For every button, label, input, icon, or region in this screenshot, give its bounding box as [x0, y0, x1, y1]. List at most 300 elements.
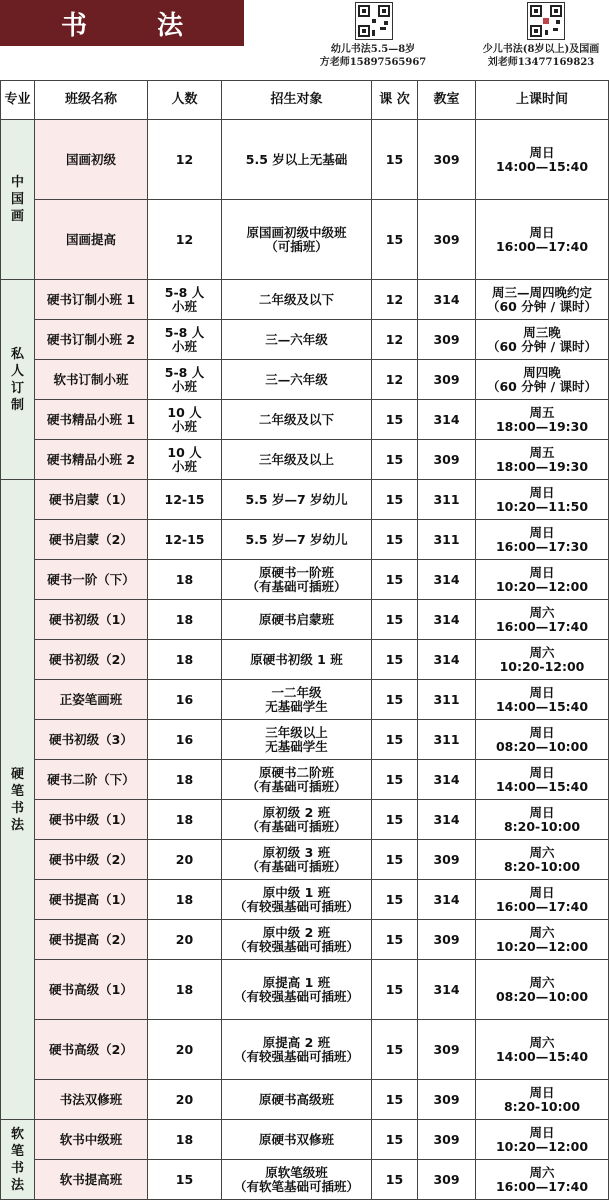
count-cell [148, 1020, 222, 1080]
table-row [1, 360, 609, 400]
target-cell-line: 原软笔级班 [265, 1164, 328, 1180]
time-cell-line: 14:00—15:40 [495, 1048, 589, 1064]
count-cell [148, 1160, 222, 1200]
count-cell-line: 10 人 [167, 404, 202, 420]
room-cell: 314 [418, 760, 476, 800]
table-row [1, 600, 609, 640]
count-cell [148, 280, 222, 320]
target-cell [222, 120, 372, 200]
header-time: 上课时间 [476, 81, 609, 120]
count-cell [148, 880, 222, 920]
class-name-cell: 硬书高级（1） [35, 960, 148, 1020]
class-name-cell: 硬书提高（2） [35, 920, 148, 960]
count-cell-line: 18 [175, 891, 194, 907]
target-cell [222, 720, 372, 760]
time-cell-line: 10:20—11:50 [495, 498, 589, 514]
target-cell-line: 一二年级 [271, 684, 322, 700]
major-label: 私人订制 [10, 346, 24, 413]
count-cell [148, 760, 222, 800]
target-cell-line: 原初级 2 班 [262, 804, 331, 820]
target-cell [222, 600, 372, 640]
target-cell [222, 640, 372, 680]
time-cell-line: 10:20—12:00 [495, 578, 589, 594]
time-cell-line: 周四晚 [523, 364, 561, 380]
time-cell-line: 周六 [529, 844, 555, 860]
count-cell-line: 小班 [171, 378, 197, 394]
room-cell: 309 [418, 1160, 476, 1200]
title-char-2: 法 [157, 10, 184, 41]
class-name-cell: 硬书精品小班 2 [35, 440, 148, 480]
time-cell-line: 周三—周四晚约定 [491, 284, 592, 300]
count-cell-line: 12 [175, 151, 194, 167]
lessons-cell: 15 [372, 680, 418, 720]
time-cell [476, 640, 609, 680]
target-cell [222, 480, 372, 520]
header-lessons: 课 次 [372, 81, 418, 120]
time-cell [476, 280, 609, 320]
time-cell-line: 周日 [529, 1124, 555, 1140]
room-cell: 309 [418, 1080, 476, 1120]
target-cell [222, 1160, 372, 1200]
contact-youth-line2: 刘老师13477169823 [487, 57, 595, 68]
target-cell-line: 无基础学生 [265, 738, 328, 754]
target-cell-line: （可插班） [265, 238, 328, 254]
target-cell [222, 400, 372, 440]
time-cell [476, 1080, 609, 1120]
count-cell-line: 18 [175, 651, 194, 667]
count-cell-line: 5-8 人 [164, 284, 205, 300]
room-cell: 309 [418, 360, 476, 400]
room-cell: 311 [418, 480, 476, 520]
room-cell: 309 [418, 1020, 476, 1080]
count-cell-line: 18 [175, 771, 194, 787]
count-cell [148, 1080, 222, 1120]
room-cell: 311 [418, 680, 476, 720]
target-cell-line: 5.5 岁以上无基础 [245, 151, 348, 167]
count-cell-line: 小班 [171, 298, 197, 314]
count-cell-line: 18 [175, 611, 194, 627]
header-count: 人数 [148, 81, 222, 120]
target-cell [222, 440, 372, 480]
lessons-cell: 15 [372, 880, 418, 920]
count-cell-line: 小班 [171, 418, 197, 434]
contact-youth-line1: 少儿书法(8岁以上)及国画 [482, 44, 600, 55]
target-cell-line: 原硬书双修班 [258, 1131, 334, 1147]
target-cell-line: 原硬书一阶班 [258, 564, 334, 580]
count-cell [148, 440, 222, 480]
target-cell [222, 320, 372, 360]
contact-youth [472, 43, 610, 69]
class-name-cell: 硬书二阶（下） [35, 760, 148, 800]
count-cell-line: 18 [175, 1131, 194, 1147]
time-cell-line: 周日 [529, 684, 555, 700]
target-cell [222, 1120, 372, 1160]
room-cell: 314 [418, 560, 476, 600]
table-row [1, 1020, 609, 1080]
target-cell-line: （有基础可插班） [246, 778, 347, 794]
target-cell-line: 三—六年级 [265, 371, 328, 387]
target-cell-line: 5.5 岁—7 岁幼儿 [245, 531, 348, 547]
target-cell [222, 360, 372, 400]
time-cell-line: 周五 [529, 444, 555, 460]
class-name-cell: 硬书中级（1） [35, 800, 148, 840]
target-cell-line: 原硬书高级班 [258, 1091, 334, 1107]
time-cell-line: 周日 [529, 484, 555, 500]
class-name-cell: 硬书初级（3） [35, 720, 148, 760]
time-cell-line: 周六 [529, 974, 555, 990]
count-cell-line: 小班 [171, 458, 197, 474]
class-name-cell: 硬书启蒙（2） [35, 520, 148, 560]
lessons-cell: 15 [372, 1080, 418, 1120]
count-cell [148, 600, 222, 640]
target-cell-line: 原国画初级中级班 [246, 224, 347, 240]
major-cell [1, 120, 35, 280]
time-cell-line: 10:20—12:00 [495, 1138, 589, 1154]
class-name-cell: 硬书提高（1） [35, 880, 148, 920]
time-cell-line: 周日 [529, 724, 555, 740]
page-header [0, 0, 610, 80]
lessons-cell: 15 [372, 640, 418, 680]
class-name-cell: 硬书精品小班 1 [35, 400, 148, 440]
count-cell [148, 200, 222, 280]
header-class-name: 班级名称 [35, 81, 148, 120]
time-cell-line: 周日 [529, 1084, 555, 1100]
target-cell-line: （有基础可插班） [246, 858, 347, 874]
major-cell [1, 480, 35, 1120]
major-label: 硬笔书法 [10, 766, 24, 833]
lessons-cell: 15 [372, 480, 418, 520]
class-name-cell: 正姿笔画班 [35, 680, 148, 720]
table-row [1, 200, 609, 280]
target-cell [222, 760, 372, 800]
major-cell [1, 1120, 35, 1200]
target-cell [222, 560, 372, 600]
time-cell-line: 周日 [529, 564, 555, 580]
title-char-1: 书 [60, 10, 87, 41]
count-cell [148, 1120, 222, 1160]
room-cell: 314 [418, 600, 476, 640]
time-cell-line: 14:00—15:40 [495, 698, 589, 714]
table-row [1, 320, 609, 360]
time-cell-line: 8:20-10:00 [503, 818, 581, 834]
time-cell [476, 440, 609, 480]
time-cell [476, 960, 609, 1020]
target-cell-line: （有软笔基础可插班） [233, 1178, 359, 1194]
count-cell [148, 320, 222, 360]
count-cell [148, 400, 222, 440]
room-cell: 309 [418, 320, 476, 360]
time-cell-line: 8:20-10:00 [503, 858, 581, 874]
time-cell-line: 周日 [529, 804, 555, 820]
target-cell [222, 920, 372, 960]
target-cell-line: 原硬书二阶班 [258, 764, 334, 780]
room-cell: 309 [418, 840, 476, 880]
lessons-cell: 15 [372, 1020, 418, 1080]
class-name-cell: 硬书订制小班 1 [35, 280, 148, 320]
target-cell [222, 840, 372, 880]
table-row [1, 880, 609, 920]
table-row [1, 280, 609, 320]
count-cell [148, 480, 222, 520]
time-cell [476, 200, 609, 280]
time-cell-line: 周日 [529, 524, 555, 540]
target-cell [222, 960, 372, 1020]
room-cell: 309 [418, 920, 476, 960]
target-cell [222, 1020, 372, 1080]
count-cell-line: 20 [175, 1041, 194, 1057]
room-cell: 314 [418, 640, 476, 680]
count-cell [148, 520, 222, 560]
target-cell-line: （有较强基础可插班） [233, 1048, 359, 1064]
time-cell-line: 08:20—10:00 [495, 988, 589, 1004]
target-cell-line: 无基础学生 [265, 698, 328, 714]
table-row [1, 680, 609, 720]
title-banner [0, 0, 244, 46]
table-row [1, 440, 609, 480]
table-row [1, 920, 609, 960]
target-cell [222, 680, 372, 720]
target-cell-line: （有基础可插班） [246, 578, 347, 594]
target-cell-line: 5.5 岁—7 岁幼儿 [245, 491, 348, 507]
time-cell-line: 周三晚 [523, 324, 561, 340]
count-cell [148, 920, 222, 960]
target-cell-line: 原中级 1 班 [262, 884, 331, 900]
lessons-cell: 12 [372, 320, 418, 360]
time-cell-line: 18:00—19:30 [495, 458, 589, 474]
time-cell [476, 320, 609, 360]
count-cell [148, 720, 222, 760]
target-cell-line: 三年级及以上 [258, 451, 334, 467]
target-cell-line: 三—六年级 [265, 331, 328, 347]
lessons-cell: 15 [372, 600, 418, 640]
count-cell [148, 640, 222, 680]
time-cell-line: 周五 [529, 404, 555, 420]
time-cell-line: 16:00—17:40 [495, 618, 589, 634]
room-cell: 309 [418, 120, 476, 200]
time-cell [476, 840, 609, 880]
table-row [1, 800, 609, 840]
count-cell-line: 18 [175, 981, 194, 997]
header-major: 专业 [1, 81, 35, 120]
time-cell [476, 360, 609, 400]
time-cell-line: （60 分钟 / 课时） [486, 378, 598, 394]
time-cell-line: 14:00—15:40 [495, 778, 589, 794]
time-cell-line: 18:00—19:30 [495, 418, 589, 434]
time-cell [476, 120, 609, 200]
time-cell-line: 周六 [529, 924, 555, 940]
header-room: 教室 [418, 81, 476, 120]
room-cell: 309 [418, 440, 476, 480]
class-name-cell: 硬书中级（2） [35, 840, 148, 880]
time-cell-line: 10:20-12:00 [499, 658, 585, 674]
target-cell-line: 三年级以上 [265, 724, 328, 740]
lessons-cell: 15 [372, 1120, 418, 1160]
time-cell-line: 周六 [529, 1164, 555, 1180]
count-cell [148, 560, 222, 600]
class-name-cell: 书法双修班 [35, 1080, 148, 1120]
target-cell-line: 原初级 3 班 [262, 844, 331, 860]
time-cell [476, 520, 609, 560]
class-name-cell: 软书中级班 [35, 1120, 148, 1160]
time-cell-line: （60 分钟 / 课时） [486, 298, 598, 314]
target-cell-line: （有较强基础可插班） [233, 988, 359, 1004]
class-name-cell: 硬书一阶（下） [35, 560, 148, 600]
target-cell [222, 280, 372, 320]
count-cell-line: 18 [175, 811, 194, 827]
lessons-cell: 15 [372, 960, 418, 1020]
table-row [1, 520, 609, 560]
header-target: 招生对象 [222, 81, 372, 120]
table-row [1, 840, 609, 880]
table-row [1, 120, 609, 200]
class-name-cell: 硬书订制小班 2 [35, 320, 148, 360]
room-cell: 309 [418, 200, 476, 280]
lessons-cell: 15 [372, 800, 418, 840]
table-body [1, 120, 609, 1200]
contact-kids-line1: 幼儿书法5.5—8岁 [330, 44, 416, 55]
target-cell-line: 原提高 2 班 [262, 1034, 331, 1050]
lessons-cell: 15 [372, 440, 418, 480]
time-cell-line: 周日 [529, 224, 555, 240]
lessons-cell: 15 [372, 1160, 418, 1200]
qr-code-icon [527, 2, 565, 40]
class-name-cell: 软书提高班 [35, 1160, 148, 1200]
lessons-cell: 15 [372, 760, 418, 800]
target-cell-line: （有较强基础可插班） [233, 898, 359, 914]
time-cell-line: 16:00—17:40 [495, 1178, 589, 1194]
class-name-cell: 国画初级 [35, 120, 148, 200]
lessons-cell: 15 [372, 920, 418, 960]
table-row [1, 960, 609, 1020]
target-cell-line: 原硬书启蒙班 [258, 611, 334, 627]
time-cell-line: 周六 [529, 1034, 555, 1050]
qr-code-icon [355, 2, 393, 40]
room-cell: 314 [418, 880, 476, 920]
table-row [1, 1160, 609, 1200]
time-cell-line: 16:00—17:40 [495, 238, 589, 254]
count-cell-line: 20 [175, 1091, 194, 1107]
target-cell [222, 520, 372, 560]
time-cell [476, 760, 609, 800]
target-cell [222, 800, 372, 840]
lessons-cell: 15 [372, 840, 418, 880]
time-cell-line: 周六 [529, 644, 555, 660]
count-cell-line: 16 [175, 691, 194, 707]
count-cell [148, 680, 222, 720]
lessons-cell: 15 [372, 560, 418, 600]
target-cell [222, 1080, 372, 1120]
lessons-cell: 12 [372, 360, 418, 400]
contact-kids [318, 43, 428, 69]
room-cell: 314 [418, 400, 476, 440]
time-cell-line: 08:20—10:00 [495, 738, 589, 754]
time-cell-line: 周日 [529, 144, 555, 160]
target-cell [222, 200, 372, 280]
major-cell [1, 280, 35, 480]
time-cell-line: 16:00—17:40 [495, 898, 589, 914]
time-cell-line: 8:20-10:00 [503, 1098, 581, 1114]
time-cell-line: 16:00—17:30 [495, 538, 589, 554]
contact-kids-line2: 方老师15897565967 [319, 57, 427, 68]
lessons-cell: 15 [372, 200, 418, 280]
count-cell-line: 小班 [171, 338, 197, 354]
lessons-cell: 15 [372, 720, 418, 760]
time-cell [476, 880, 609, 920]
table-row [1, 400, 609, 440]
count-cell-line: 5-8 人 [164, 364, 205, 380]
count-cell [148, 960, 222, 1020]
count-cell [148, 800, 222, 840]
count-cell [148, 360, 222, 400]
class-name-cell: 硬书启蒙（1） [35, 480, 148, 520]
time-cell [476, 1120, 609, 1160]
count-cell-line: 15 [175, 1171, 194, 1187]
major-label: 中国画 [10, 175, 24, 224]
time-cell [476, 720, 609, 760]
count-cell-line: 20 [175, 851, 194, 867]
class-name-cell: 国画提高 [35, 200, 148, 280]
count-cell-line: 12 [175, 231, 194, 247]
target-cell-line: 原中级 2 班 [262, 924, 331, 940]
class-name-cell: 硬书高级（2） [35, 1020, 148, 1080]
time-cell [476, 680, 609, 720]
time-cell-line: （60 分钟 / 课时） [486, 338, 598, 354]
count-cell [148, 840, 222, 880]
room-cell: 314 [418, 800, 476, 840]
time-cell-line: 14:00—15:40 [495, 158, 589, 174]
time-cell [476, 400, 609, 440]
table-row [1, 1080, 609, 1120]
table-row [1, 760, 609, 800]
time-cell [476, 600, 609, 640]
major-label: 软笔书法 [10, 1126, 24, 1193]
count-cell-line: 12-15 [164, 491, 205, 507]
class-name-cell: 软书订制小班 [35, 360, 148, 400]
target-cell-line: 原硬书初级 1 班 [250, 651, 343, 667]
count-cell-line: 10 人 [167, 444, 202, 460]
count-cell-line: 20 [175, 931, 194, 947]
time-cell [476, 920, 609, 960]
lessons-cell: 15 [372, 120, 418, 200]
schedule-table [0, 80, 609, 1200]
target-cell [222, 880, 372, 920]
target-cell-line: 二年级及以下 [258, 291, 334, 307]
time-cell-line: 周日 [529, 884, 555, 900]
count-cell-line: 18 [175, 571, 194, 587]
time-cell-line: 周日 [529, 764, 555, 780]
room-cell: 311 [418, 520, 476, 560]
time-cell [476, 480, 609, 520]
lessons-cell: 15 [372, 520, 418, 560]
time-cell [476, 1020, 609, 1080]
time-cell-line: 周六 [529, 604, 555, 620]
target-cell-line: （有较强基础可插班） [233, 938, 359, 954]
count-cell-line: 5-8 人 [164, 324, 205, 340]
table-row [1, 720, 609, 760]
lessons-cell: 12 [372, 280, 418, 320]
target-cell-line: （有基础可插班） [246, 818, 347, 834]
table-row [1, 640, 609, 680]
room-cell: 309 [418, 1120, 476, 1160]
table-header-row [1, 81, 609, 120]
time-cell [476, 560, 609, 600]
room-cell: 311 [418, 720, 476, 760]
count-cell-line: 12-15 [164, 531, 205, 547]
table-row [1, 1120, 609, 1160]
table-row [1, 480, 609, 520]
class-name-cell: 硬书初级（2） [35, 640, 148, 680]
target-cell-line: 原提高 1 班 [262, 974, 331, 990]
